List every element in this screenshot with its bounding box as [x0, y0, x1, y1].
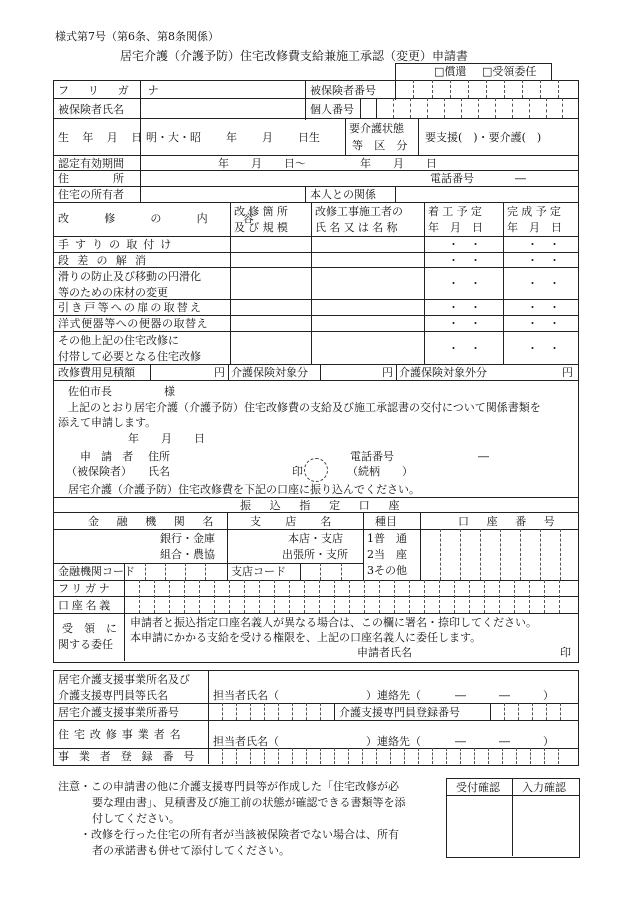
- start-date-dots: ・ ・: [448, 277, 481, 290]
- work-row-floor: [58, 269, 201, 301]
- address-label: 住 所: [58, 172, 124, 185]
- branch-types-1: 本店・支店: [288, 532, 343, 545]
- end-date-dots: ・ ・: [527, 317, 560, 330]
- request-text-2: 添えて申請します。: [58, 416, 157, 429]
- delegation-text-2: 本申請にかかる支給を受ける権限を、上記の口座名義人に委任します。: [130, 631, 482, 644]
- delegation-label-2: 関する委任: [58, 638, 113, 651]
- work-row-other: [58, 333, 201, 365]
- validity-from: 年 月 日～: [218, 157, 306, 170]
- works-place-header-2: 及び規模: [234, 221, 292, 234]
- request-text-1: 上記のとおり居宅介護（介護予防）住宅改修費の支給及び施工承認書の交付について関係書類を: [68, 401, 541, 414]
- note-1b: 要な理由書」、見積書及び施工前の状態が確認できる書類等を添: [92, 796, 406, 809]
- builder-name-label: 住宅改修事業者名: [58, 728, 186, 741]
- birth-month: 月: [262, 131, 273, 144]
- estimate-label: 改修費用見積額: [58, 366, 135, 379]
- account-type-other[interactable]: 3その他: [367, 564, 407, 577]
- applicant-relationship: （続柄 ）: [347, 465, 413, 478]
- work-row-line: 付帯して必要となる住宅改修: [58, 350, 201, 363]
- birth-day: 日生: [298, 131, 320, 144]
- end-date-dots: ・ ・: [527, 342, 560, 355]
- bank-name-header: 金 融 機 関 名: [88, 515, 217, 528]
- manager-number-label: 介護支援専門員登録番号: [339, 706, 460, 719]
- support-person-label: 担当者氏名（: [213, 689, 279, 702]
- works-end-header-1: 完成予定: [507, 205, 565, 218]
- seal-circle: [304, 458, 328, 482]
- note-2a: ・改修を行った住宅の所有者が当該被保険者でない場合は、所有: [80, 828, 399, 841]
- support-contact-dash: ― ― ）: [455, 689, 554, 702]
- bank-code-label: 金融機関コード: [58, 565, 135, 578]
- branch-types-2: 出張所・支所: [282, 548, 348, 561]
- validity-period-label: 認定有効期間: [58, 157, 124, 170]
- note-1c: 付してください。: [92, 812, 180, 825]
- care-support-options: 要支援( )・要介護( ): [425, 131, 542, 144]
- not-covered-yen: 円: [562, 366, 573, 379]
- validity-to: 年 月 日: [360, 157, 437, 170]
- phone-dash: ―: [515, 172, 526, 185]
- support-office-number-label: 居宅介護支援事業所番号: [58, 706, 179, 719]
- builder-registration-label: 事業者登録番号: [58, 750, 205, 763]
- delegation-seal: 印: [560, 646, 571, 659]
- insured-number-label: 被保険者番号: [310, 84, 376, 97]
- transfer-text: 居宅介護（介護予防）住宅改修費を下記の口座に振り込んでください。: [68, 483, 420, 496]
- request-date: 年 月 日: [128, 432, 205, 445]
- works-end-header-2: 年 月 日: [507, 221, 562, 234]
- delegate-checkbox[interactable]: □受領委任: [482, 65, 537, 78]
- end-date-dots: ・ ・: [527, 254, 560, 267]
- bank-types-2: 組合・農協: [160, 548, 215, 561]
- not-covered-label: 介護保険対象外分: [399, 366, 487, 379]
- builder-contact-dash: ― ― ）: [455, 735, 554, 748]
- delegation-sign-label: 申請者氏名: [357, 646, 412, 659]
- applicant-name-label: 氏名: [148, 465, 170, 478]
- start-date-dots: ・ ・: [448, 342, 481, 355]
- covered-label: 介護保険対象分: [231, 366, 308, 379]
- end-date-dots: ・ ・: [527, 301, 560, 314]
- holder-furigana-label: フリガナ: [58, 582, 113, 595]
- mayor-label: 佐伯市長: [68, 385, 112, 398]
- works-content-header: 改 修 の 内 容: [58, 212, 266, 225]
- start-date-dots: ・ ・: [448, 238, 481, 251]
- work-row-step: 段差の解消: [58, 254, 155, 267]
- applicant-phone-label: 電話番号: [350, 450, 394, 463]
- work-row-line: 等のための床材の変更: [58, 286, 168, 299]
- receipt-confirmation-label: 受付確認: [456, 781, 500, 794]
- work-row-toilet: 洋式便器等への便器の取替え: [58, 317, 209, 330]
- era-options: 明・大・昭: [146, 131, 201, 144]
- works-builder-header-1: 改修工事施工者の: [315, 205, 403, 218]
- support-contact-label: ）連絡先（: [366, 689, 421, 702]
- furigana-label: フ リ ガ ナ: [58, 84, 167, 97]
- insured-paren-label: （被保険者）: [66, 465, 132, 478]
- input-confirmation-label: 入力確認: [522, 781, 566, 794]
- start-date-dots: ・ ・: [448, 317, 481, 330]
- delegation-text-1: 申請者と振込指定口座名義人が異なる場合は、この欄に署名・捺印してください。: [130, 616, 537, 629]
- bank-types-1: 銀行・金庫: [160, 532, 215, 545]
- builder-person-label: 担当者氏名（: [213, 735, 279, 748]
- branch-name-header: 支 店 名: [250, 515, 338, 528]
- relation-label: 本人との関係: [310, 188, 376, 201]
- work-row-line: その他上記の住宅改修に: [58, 334, 179, 347]
- work-row-handrail: 手すりの取付け: [58, 238, 178, 251]
- applicant-address-label: 住所: [148, 450, 170, 463]
- note-2b: 者の承諾書も併せて添付してください。: [92, 844, 290, 857]
- note-1a: 注意・この申請書の他に介護支援専門員等が作成した「住宅改修が必: [58, 780, 399, 793]
- builder-contact-label: ）連絡先（: [366, 735, 421, 748]
- work-row-line: 滑りの防止及び移動の円滑化: [58, 270, 201, 283]
- works-builder-header-2: 氏名又は名称: [315, 221, 401, 234]
- delegation-label-1: 受 領 に: [62, 622, 117, 635]
- care-level-label-1: 要介護状態: [349, 122, 404, 135]
- account-type-current[interactable]: 2当 座: [367, 548, 407, 561]
- support-office-label-2: 介護支援専門員等氏名: [58, 689, 168, 702]
- covered-yen: 円: [382, 366, 393, 379]
- account-type-header: 種目: [375, 515, 397, 528]
- form-number: 様式第7号（第6条、第8条関係）: [55, 30, 219, 43]
- birth-year: 年: [226, 131, 237, 144]
- mayor-sama: 様: [164, 385, 175, 398]
- end-date-dots: ・ ・: [527, 238, 560, 251]
- account-type-ordinary[interactable]: 1普 通: [367, 532, 407, 545]
- works-place-header-1: 改修箇所: [234, 205, 292, 218]
- care-level-label-2: 等 区 分: [352, 139, 412, 152]
- insured-name-label: 被保険者氏名: [58, 103, 124, 116]
- phone-label: 電話番号: [430, 172, 474, 185]
- bank-section-title: 振 込 指 定 口 座: [240, 499, 404, 512]
- end-date-dots: ・ ・: [527, 277, 560, 290]
- works-start-header-2: 年 月 日: [428, 221, 483, 234]
- applicant-seal: 印: [292, 465, 303, 478]
- applicant-label: 申 請 者: [80, 450, 137, 463]
- branch-code-label: 支店コード: [231, 565, 286, 578]
- personal-number-label: 個人番号: [310, 103, 354, 116]
- applicant-phone-dash: ―: [478, 450, 489, 463]
- start-date-dots: ・ ・: [448, 254, 481, 267]
- start-date-dots: ・ ・: [448, 301, 481, 314]
- works-start-header-1: 着工予定: [428, 205, 486, 218]
- support-office-label-1: 居宅介護支援事業所名及び: [58, 673, 190, 686]
- work-row-door: 引き戸等への扉の取替え: [58, 301, 204, 314]
- estimate-yen: 円: [214, 366, 225, 379]
- owner-label: 住宅の所有者: [58, 188, 124, 201]
- account-holder-label: 口座名義: [58, 599, 113, 612]
- form-title: 居宅介護（介護予防）住宅改修費支給兼施工承認（変更）申請書: [120, 49, 469, 63]
- account-number-header: 口 座 番 号: [458, 515, 559, 528]
- repay-checkbox[interactable]: □償還: [434, 65, 467, 78]
- birth-date-label: 生 年 月 日: [58, 131, 148, 144]
